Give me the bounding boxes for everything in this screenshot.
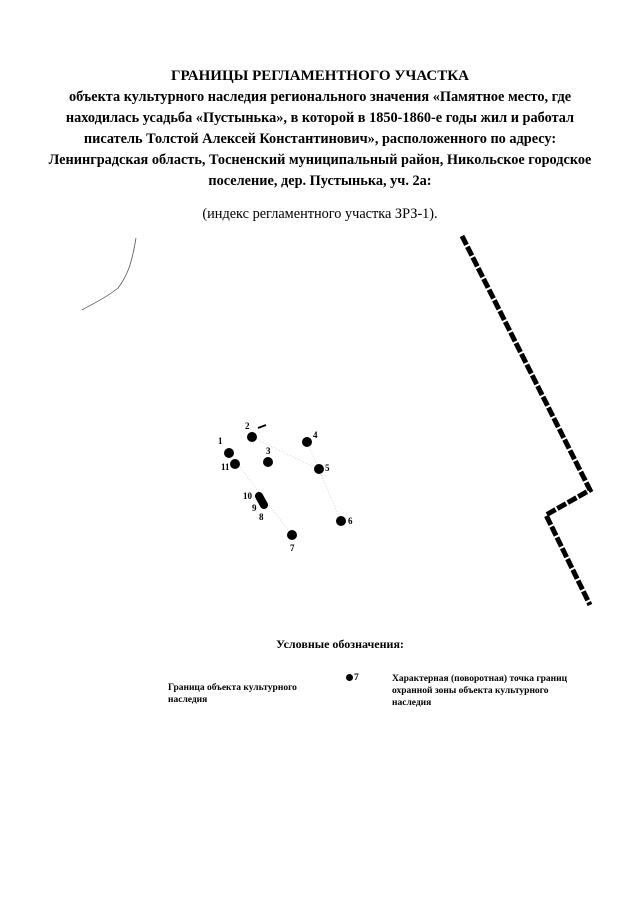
point-label-3: 3: [266, 446, 271, 456]
point-markers: [224, 425, 346, 540]
points-8-10: [259, 496, 264, 505]
legend-point-label: Характерная (поворотная) точка границ охранной зоны объекта культурного наследия: [392, 674, 568, 708]
point-label-6: 6: [348, 516, 353, 526]
point-1: [224, 448, 234, 458]
point-6: [336, 516, 346, 526]
point-label-8: 8: [259, 512, 264, 522]
point-7: [287, 530, 297, 540]
point-label-1: 1: [218, 436, 223, 446]
point-label-11: 11: [221, 462, 230, 472]
outer-boundary-line: [462, 236, 590, 605]
point-2-tick: [258, 425, 266, 428]
header: [0, 66, 640, 224]
legend-point-number: 7: [354, 673, 359, 683]
point-label-10: 10: [243, 491, 252, 501]
point-2: [247, 432, 257, 442]
legend-point-dot: [346, 674, 353, 681]
point-5: [314, 464, 324, 474]
faint-guide-line: [229, 437, 341, 535]
page-subtitle: объекта культурного наследия регионального значения «Памятное место, где находилась усадьба «Пустынька», в которой в 1850-1860-е годы жил и работал писатель Толстой Алексей Константинович», расположенного по адресу: Ленинградская область, Тосненский муниципальный район, Никольское городское поселение, дер. Пустынька, уч. 2а:: [48, 89, 592, 189]
point-3: [263, 457, 273, 467]
point-label-4: 4: [313, 430, 318, 440]
legend-point-sample: [346, 673, 359, 683]
faint-boundary-line: [82, 238, 136, 310]
point-11: [230, 459, 240, 469]
zone-index: (индекс регламентного участка ЗРЗ-1).: [202, 206, 438, 222]
point-labels: [218, 421, 353, 553]
point-4: [302, 437, 312, 447]
point-label-9: 9: [252, 503, 257, 513]
page-title: ГРАНИЦЫ РЕГЛАМЕНТНОГО УЧАСТКА: [171, 68, 469, 84]
point-label-5: 5: [325, 463, 330, 473]
legend-boundary-label: Граница объекта культурного наследия: [168, 683, 297, 705]
map-canvas: [0, 225, 640, 625]
point-label-2: 2: [245, 421, 250, 431]
legend-title: Условные обозначения:: [276, 637, 404, 651]
point-label-7: 7: [290, 543, 295, 553]
